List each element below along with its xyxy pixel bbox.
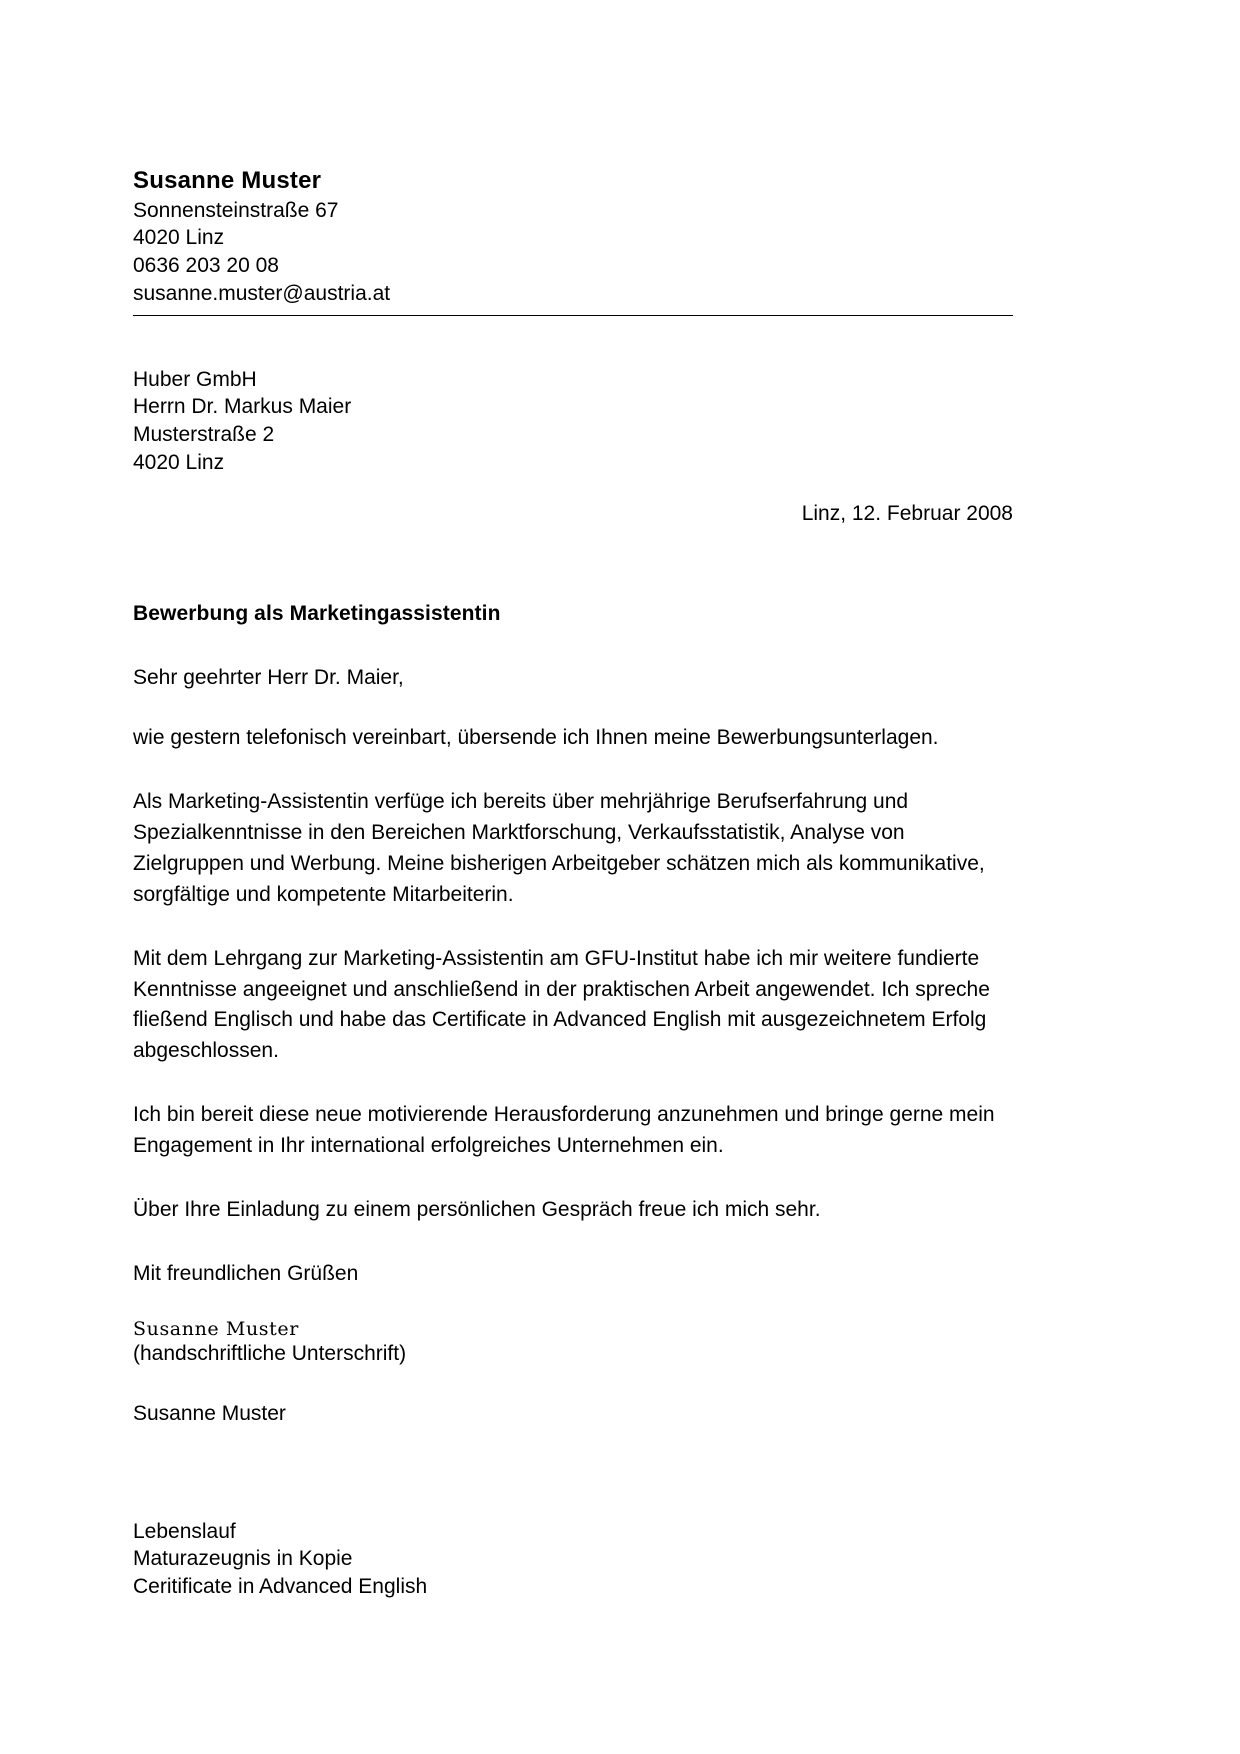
handwritten-signature: Susanne Muster [133,1317,299,1340]
signature-printed-name: Susanne Muster [133,1401,286,1425]
sender-city: 4020 Linz [133,226,225,250]
letter-closing: Mit freundlichen Grüßen [133,1261,359,1285]
letter-date: Linz, 12. Februar 2008 [801,502,1013,526]
signature-note: (handschriftliche Unterschrift) [133,1341,407,1365]
recipient-street: Musterstraße 2 [133,422,275,446]
letter-salutation: Sehr geehrter Herr Dr. Maier, [133,666,404,690]
letter-paragraph: Über Ihre Einladung zu einem persönlichen Gespräch freue ich mich sehr. [133,1197,821,1221]
sender-email: susanne.muster@austria.at [133,281,391,305]
sender-phone: 0636 203 20 08 [133,254,279,278]
sender-street: Sonnensteinstraße 67 [133,198,339,222]
recipient-company: Huber GmbH [133,367,257,391]
letter-paragraph: Ich bin bereit diese neue motivierende Herausforderung anzunehmen und bringe gerne mein Engagement in Ihr international erfolgreiches Unternehmen ein. [133,1103,995,1158]
letter-paragraph: Als Marketing-Assistentin verfüge ich bereits über mehrjährige Berufserfahrung und Spezialkenntnisse in den Bereichen Marktforschung, Verkaufsstatistik, Analyse von Zielgruppen und Werbung. Meine bisherigen Arbeitgeber schätzen mich als kommunikative, sorgfältige und kompetente Mitarbeiterin. [133,790,985,906]
sender-address-block [133,165,1013,316]
recipient-person: Herrn Dr. Markus Maier [133,395,352,419]
list-item: Lebenslauf [133,1519,236,1543]
letter-paragraph: wie gestern telefonisch vereinbart, übersende ich Ihnen meine Bewerbungsunterlagen. [133,726,939,750]
list-item: Ceritificate in Advanced English [133,1575,428,1599]
letter-content [133,165,1013,1601]
letter-subject: Bewerbung als Marketingassistentin [133,602,501,626]
list-item: Maturazeugnis in Kopie [133,1547,353,1571]
recipient-address-block [133,366,1013,477]
attachments-list [133,1518,1013,1601]
sender-name: Susanne Muster [133,167,322,194]
letter-paragraph: Mit dem Lehrgang zur Marketing-Assistentin am GFU-Institut habe ich mir weitere fundierte Kenntnisse angeeignet und anschließend in der praktischen Arbeit angewendet. Ich spreche fließend Englisch und habe das Certificate in Advanced English mit ausgezeichnetem Erfolg abgeschlossen. [133,946,990,1063]
recipient-city: 4020 Linz [133,450,225,474]
